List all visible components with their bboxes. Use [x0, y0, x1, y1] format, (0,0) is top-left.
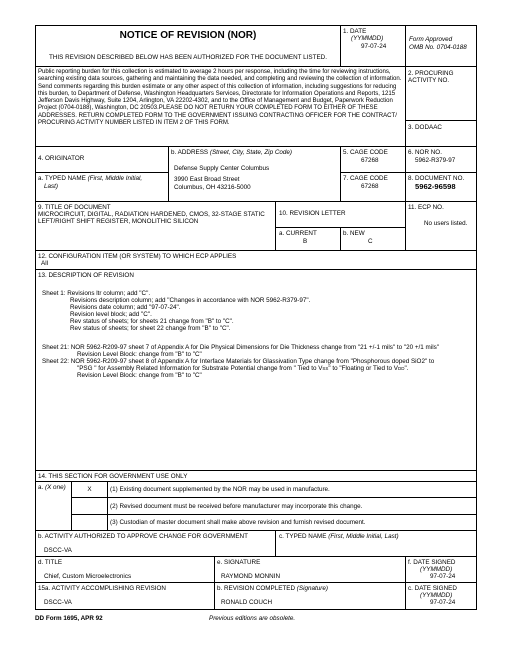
- authorized-text: THIS REVISION DESCRIBED BELOW HAS BEEN AUTHORIZED FOR THE DOCUMENT LISTED.: [49, 54, 327, 61]
- sheet1-line: Rev status of sheets; for sheet 22 change from "B" to "C".: [70, 325, 231, 332]
- originator-label: 4. ORIGINATOR: [38, 155, 85, 162]
- form-title: NOTICE OF REVISION (NOR): [119, 30, 257, 41]
- sheet21-line1: Sheet 21: NOR 5962-R209-97 sheet 7 of Appendix A for Die Physical Dimensions for Die Thickness change from "21 +/-1 mils" to "20 +/1 mils": [42, 344, 439, 351]
- date-signed-format: (YYMMDD): [420, 566, 453, 573]
- ecp-label: 11. ECP NO.: [408, 204, 444, 211]
- typed-name-hint: Last): [44, 183, 58, 190]
- date-value: 97-07-24: [361, 43, 387, 50]
- title-label: 9. TITLE OF DOCUMENT: [38, 204, 111, 211]
- revision-completed-value: RONALD COUCH: [221, 599, 273, 606]
- x-one-label: a. (X one): [38, 484, 66, 491]
- omb-number: OMB No. 0704-0188: [409, 44, 467, 51]
- cage5-label: 5. CAGE CODE: [343, 149, 388, 156]
- signature-value: RAYMOND MONNIN: [221, 573, 281, 580]
- sheet1-line: Revision level block; add "C".: [70, 311, 152, 318]
- cage7-value: 67268: [361, 183, 379, 190]
- approve-activity-label: b. ACTIVITY AUTHORIZED TO APPROVE CHANGE FOR GOVERNMENT: [38, 533, 248, 540]
- burden-statement: Public reporting burden for this collection is estimated to average 2 hours per response, including the time for reviewing instructions, searching existing data sources, gathering and maintaining the data needed, and completing and reviewing the collection of information. Send comments regarding this burden estimate or any other aspect of this collection of information, including suggestions for reducing this burden, to Department of Defense, Washington Headquarters Services, Directorate for Information Operations and Reports, 1215 Jefferson Davis Highway, Suite 1204, Arlington, VA 22202-4302, and to the Office of Management and Budget, Paperwork Reduction Project (0704-0188), Washington, DC 20503.PLEASE DO NOT RETURN YOUR COMPLETED FORM TO EITHER OF THESE ADDRESSES. RETURN COMPLETED FORM TO THE GOVERNMENT ISSUING CONTRACTING OFFICER FOR THE CONTRACT/ PROCURING ACTIVITY NUMBER LISTED IN ITEM 2 OF THIS FORM.: [38, 69, 402, 127]
- government-label: 14. THIS SECTION FOR GOVERNMENT USE ONLY: [38, 473, 188, 480]
- option2-checkbox[interactable]: [72, 499, 106, 513]
- approve-activity-value: DSCC-VA: [44, 547, 72, 554]
- sheet22-line1: Sheet 22: NOR 5962-R209-97 sheet 8 of Appendix A for Interface Materials for Glassivation Type change from "Phosphorous doped SiO2" to: [42, 358, 435, 365]
- option1-text: (1) Existing document supplemented by the NOR may be used in manufacture.: [110, 486, 330, 493]
- signature-label: e. SIGNATURE: [217, 559, 261, 566]
- ecp-value: No users listed.: [424, 220, 468, 227]
- revision-letter-label: 10. REVISION LETTER: [279, 210, 346, 217]
- revision-completed-label: b. REVISION COMPLETED (Signature): [217, 585, 328, 592]
- option-divider: [71, 514, 477, 515]
- description-label: 13. DESCRIPTION OF REVISION: [38, 272, 134, 279]
- date-label: 1. DATE: [343, 28, 367, 35]
- new-label: b. NEW: [343, 230, 365, 237]
- accomplishing-label: 15a. ACTIVITY ACCOMPLISHING REVISION: [38, 585, 166, 592]
- config-value: All: [41, 260, 48, 267]
- date-signed-15-format: (YYMMDD): [420, 592, 453, 599]
- option2-text: (2) Revised document must be received before manufacturer may incorporate this change.: [110, 503, 363, 510]
- document-number-value: 5962-96598: [415, 182, 456, 191]
- sheet22-line2: "PSG " for Assembly Related Information for Substrate Potential change from " Tied to VSS" to "Floating or Tied to VDD".: [77, 365, 409, 372]
- date-signed-15-label: c. DATE SIGNED: [408, 585, 457, 592]
- address-line1: Defense Supply Center Columbus: [174, 165, 270, 172]
- typed-name-label: a. TYPED NAME (First, Middle Initial,: [38, 175, 143, 182]
- sheet1-line: Rev status of sheets; for sheets 21 change from "B" to "C".: [70, 318, 234, 325]
- option1-checkbox[interactable]: X: [87, 486, 92, 493]
- current-value: B: [303, 238, 308, 245]
- typed-name-gov-label: c. TYPED NAME (First, Middle Initial, Last): [279, 533, 399, 540]
- document-number-label: 8. DOCUMENT NO.: [408, 175, 465, 182]
- nor-number-label: 6. NOR NO.: [408, 149, 442, 156]
- date-signed-15-value: 97-07-24: [430, 599, 456, 606]
- title-line2: LEFT/RIGHT SHIFT REGISTER, MONOLITHIC SILICON: [38, 218, 199, 225]
- nor-number-value: 5962-R379-97: [415, 157, 456, 164]
- option3-text: (3) Custodian of master document shall make above revision and furnish revised document.: [110, 519, 366, 526]
- title-gov-value: Chief, Custom Microelectronics: [44, 573, 132, 580]
- sheet22-line3: Revision Level Block: change from "B" to "C": [77, 372, 202, 379]
- title-line1: MICROCIRCUIT, DIGITAL, RADIATION HARDENED, CMOS, 32-STAGE STATIC: [38, 211, 265, 218]
- sheet1-head: Sheet 1: Revisions ltr column; add "C".: [42, 290, 151, 297]
- cage5-value: 67268: [361, 157, 379, 164]
- date-signed-value: 97-07-24: [430, 573, 456, 580]
- new-value: C: [368, 238, 373, 245]
- option3-checkbox[interactable]: [72, 516, 106, 530]
- procuring-label: 2. PROCURING ACTIVITY NO.: [408, 70, 454, 85]
- form-id: DD Form 1695, APR 92: [35, 615, 103, 622]
- obsolete-note: Previous editions are obsolete.: [209, 615, 296, 622]
- title-gov-label: d. TITLE: [38, 559, 63, 566]
- accomplishing-value: DSCC-VA: [44, 599, 72, 606]
- address-label: b. ADDRESS (Street, City, State, Zip Code): [171, 149, 292, 156]
- form-approved: Form Approved: [409, 36, 453, 43]
- address-line2: 3990 East Broad Street: [174, 176, 240, 183]
- current-label: a. CURRENT: [279, 230, 317, 237]
- config-label: 12. CONFIGURATION ITEM (OR SYSTEM) TO WHICH ECP APPLIES: [38, 253, 237, 260]
- option-divider: [71, 497, 477, 498]
- sheet21-line2: Revision Level Block: change from "B" to "C": [77, 351, 202, 358]
- date-signed-label: f. DATE SIGNED: [408, 559, 456, 566]
- dodaac-label: 3. DODAAC: [408, 124, 442, 131]
- date-format: (YYMMDD): [351, 35, 384, 42]
- address-line3: Columbus, OH 43216-5000: [174, 184, 251, 191]
- sheet1-line: Revisions description column; add "Changes in accordance with NOR 5962-R379-97".: [70, 297, 311, 304]
- sheet1-line: Revisions date column; add "97-07-24".: [70, 304, 181, 311]
- cage7-label: 7. CAGE CODE: [343, 175, 388, 182]
